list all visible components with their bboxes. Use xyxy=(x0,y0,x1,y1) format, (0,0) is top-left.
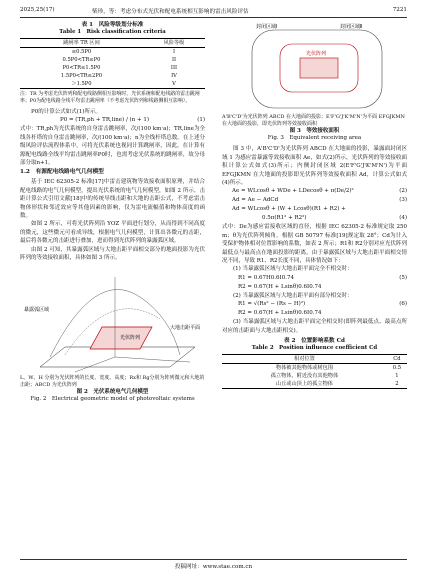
table-row xyxy=(222,372,407,380)
equation-4-cont xyxy=(222,214,407,223)
table-cell: III xyxy=(170,65,178,71)
table-header: 相对位置 xyxy=(222,355,387,364)
receiving-area-diagram xyxy=(222,22,407,114)
equation-body: R2 = 0.67(H + Lsinθ)0.6I0.74 xyxy=(238,283,322,290)
table-cell: 山丘或山顶上的孤立物体 xyxy=(222,380,387,389)
paragraph: (1) 当暴露弧区域与大地击距平面完全不相交时： xyxy=(233,266,353,273)
header-page-number: 7221 xyxy=(392,7,407,13)
figure-3 xyxy=(222,22,407,114)
equation-number: (2) xyxy=(399,188,407,195)
table-row xyxy=(20,80,205,89)
paragraph: P0的计算公式如式(1)所示。 xyxy=(31,109,101,115)
table-row xyxy=(20,56,205,64)
table-cell: ≤0.5P0 xyxy=(71,49,92,55)
fig3-caption-en: Fig. 3 Equivalent receiving area xyxy=(267,135,362,142)
pv-geometry-diagram xyxy=(20,267,205,375)
table-cell: V xyxy=(143,80,205,89)
label-closed-region-1: 封闭区域Ⅰ xyxy=(256,24,278,30)
table-header: 风险等级 xyxy=(143,39,205,48)
label-ground-plane: 大地击距平面 xyxy=(170,324,201,331)
left-column xyxy=(20,22,205,403)
equation-body: R1 = √(Rs² − (Rs − H)²) xyxy=(238,301,306,308)
equation-number: (5) xyxy=(399,274,407,281)
footer-rule xyxy=(20,559,407,560)
equation-5 xyxy=(222,274,407,283)
table-cell: 1 xyxy=(395,373,399,380)
equation-body: Ad = WLcosθ + (W + Lcosθ)(R1 + R2) + xyxy=(232,206,346,213)
pv-array-projection xyxy=(300,58,338,78)
table-row xyxy=(20,72,205,80)
paragraph: 如图 2 所示，可将光伏阵列沿 YOZ 平面进行划分，从而得到不同高度的微元，这些微元可看成导线，根据电气几何模型，计算出各微元的击距，最后将各微元的击距进行叠加，进而得到光伏阵列的暴露弧区域。 xyxy=(20,221,205,245)
equation-body: R1 = 0.67H0.6I0.74 xyxy=(238,274,294,281)
paragraph: 由图 2 可知，其暴露弧区域与大地击距平面相交部分的地面投影为光伏阵列的等效接收面积，具体如图 3 所示。 xyxy=(20,246,205,262)
label-pv-array: 光伏阵列 xyxy=(120,334,141,341)
fig2-caption: 图 2 光伏系统电气几何模型 xyxy=(76,388,149,395)
label-exposed-arc: 暴露弧区域 xyxy=(24,306,50,313)
equation-6 xyxy=(222,300,407,309)
fig2-note: L、W、H 分别为光伏阵列的长度、宽度、高度；Rx和 Rg分别为阵列微元和大地的击距；ABCD 为光伏阵列 xyxy=(20,374,205,388)
equation-3 xyxy=(222,196,407,205)
footer-url: 投稿网址：www.stae.com.cn xyxy=(174,564,253,570)
equation-6b xyxy=(222,309,407,318)
section-heading: 1.2 有源配电线路电气几何模型 xyxy=(20,169,104,176)
paragraph: (2) 当暴露弧区域与大地击距平面有部分相交时： xyxy=(233,292,353,299)
table-cell: 1.5P0<TR≤2P0 xyxy=(60,73,103,79)
fig3-caption: 图 3 等效接收面积 xyxy=(289,128,340,134)
figure-2 xyxy=(20,267,205,375)
table2-caption: 表 2 位置影响系数 Cd xyxy=(284,338,345,345)
paragraph: 式中：TR,ph为光伏系统的自身雷击跳闸率，次/(100 km·a)；TR,line为全线各杆塔的自身雷击跳闸率，次/(100 km·a)；n为全线杆塔总数。在上述分级风险评估流程体系中，可将光伏系统也视同计算跳闸率，因此，在计算有源配电线路全线平均雷击跳闸率P0时，也需考虑光伏系统的跳闸率，故分母部分取n+1。 xyxy=(20,126,205,167)
table-header: Cd xyxy=(387,355,407,364)
equation-4 xyxy=(222,205,407,214)
table-row xyxy=(222,380,407,389)
table-row xyxy=(20,48,205,57)
table-header: 跳闸率 TR 区间 xyxy=(20,39,143,48)
table-cell: I xyxy=(172,49,176,55)
paragraph: (3) 当暴露弧区域与大地击距平面完全相交时(即阵列最低点、最高点所对应的击距面与大地击距相交)。 xyxy=(222,319,407,334)
table-row xyxy=(20,64,205,72)
equation-number: (3) xyxy=(399,197,407,204)
table-cell: P0<TR≤1.5P0 xyxy=(62,65,101,71)
position-coefficient-table xyxy=(222,354,407,389)
equation-body: P0 = (TR,ph + TR,line) / (n + 1) xyxy=(60,117,149,124)
equation-2 xyxy=(222,187,407,196)
equation-number: (6) xyxy=(399,301,407,308)
equation-body: Ae = WLcosθ + WDe + LDecosθ + π(De/2)² xyxy=(232,188,354,195)
table1-caption-en: Table 1 Risk classification criteria xyxy=(59,29,166,35)
table-cell: 物体被其他物体或树包围 xyxy=(275,365,333,372)
equation-5b xyxy=(222,283,407,292)
table-cell: 0.5 xyxy=(392,365,402,372)
right-column xyxy=(222,22,407,389)
equation-body: 0.5π(R1² + R2²) xyxy=(262,215,307,222)
table1-caption: 表 1 风险等级划分标准 xyxy=(81,22,144,28)
paragraph: 式中：De为感应雷接收区域的直径，根据 IEC 62305-2 标准规定取 250 m；θ为光伏阵列倾角，根据 GB 50797 标准[19]规定取 28°；Cd为计入受保护物体相对位置影响的系数，如表 2 所示；R1和 R2分别对应光伏阵列最低点与最高点在地面投影的距离，由于暴露弧区域与大地击距平面相交情况不同，导致 R1、R2长度不同，具体情况如下： xyxy=(222,224,407,265)
fig2-caption-en: Fig. 2 Electrical geometric model of photovoltaic systems xyxy=(30,395,195,402)
header-issue: 2025,25(17) xyxy=(20,7,55,13)
table2-caption-en: Table 2 Position influence coefficient Cd xyxy=(251,345,378,352)
table-cell: 0.5P0<TR≤P0 xyxy=(62,57,101,63)
table1-note: 注：TR 为考虑光伏阵列和配电线路侧相互影响时，光伏系统和配电线路的雷击跳闸率；P0为配电线路全线平均雷击跳闸率（不考虑光伏阵列和线路侧相互影响）。 xyxy=(20,91,200,104)
table-cell: 2 xyxy=(387,380,407,389)
table-cell: ＞1.5P0 xyxy=(20,80,143,89)
equation-number: (1) xyxy=(197,117,205,124)
equation-number: (4) xyxy=(399,215,407,222)
equation-1 xyxy=(20,116,205,125)
risk-table xyxy=(20,38,205,89)
equation-body: R2 = 0.67(H + Lsinθ)0.6I0.74 xyxy=(238,310,322,317)
label-closed-region-2: 封闭区域Ⅱ xyxy=(340,24,363,30)
table-cell: 孤立物体，附近没有其他物体 xyxy=(270,373,339,380)
fig3-note: A'B'C'D'为光伏阵列 ABCD 在大地面的投影；E'F'G'J'K'M'N'为平面 EFGJKMN 在大地面的投影，即光伏阵列等效接收面积 xyxy=(222,114,405,127)
table-cell: IV xyxy=(171,73,177,79)
header-title: 柴珍，等：考虑分布式光伏和配电系统相互影响的雷击风险评估 xyxy=(92,9,249,15)
paragraph: 基于 IEC 62305-2 标准[17]中雷击建筑物等效接收面积原理，并结合配电线路的电气几何模型，提出光伏系统的电气几何模型，如图 2 所示。击距计算公式引用文献[18]中的传统导线击距和大地的击距公式，不考虑雷击物体形状和邻近效应等其他因素的影响，仅为雷电流幅值和物体高度的函数。 xyxy=(20,179,205,220)
table-cell: II xyxy=(171,57,177,63)
paragraph: 图 3 中，A'B'C'D'为光伏阵列 ABCD 在大地面的投影，暴露面封闭区域 1 为感应雷暴露等效接收面积 Ae，如式(2)所示，光伏阵列的等效接收面积计算公式如式(3)所示；内侧封闭区域 2(E'F'G'J'K'M'N')为平面 EFGJKMN 在大地面的投影即光伏阵列等效接收面积 Ad，计算公式如式(4)所示。 xyxy=(222,146,407,187)
label-pv-array: 光伏阵列 xyxy=(306,51,327,57)
table-row xyxy=(222,364,407,373)
running-header xyxy=(0,0,427,18)
header-rule xyxy=(20,17,407,18)
equation-body: Ad = Ae − AdCd xyxy=(232,197,279,204)
